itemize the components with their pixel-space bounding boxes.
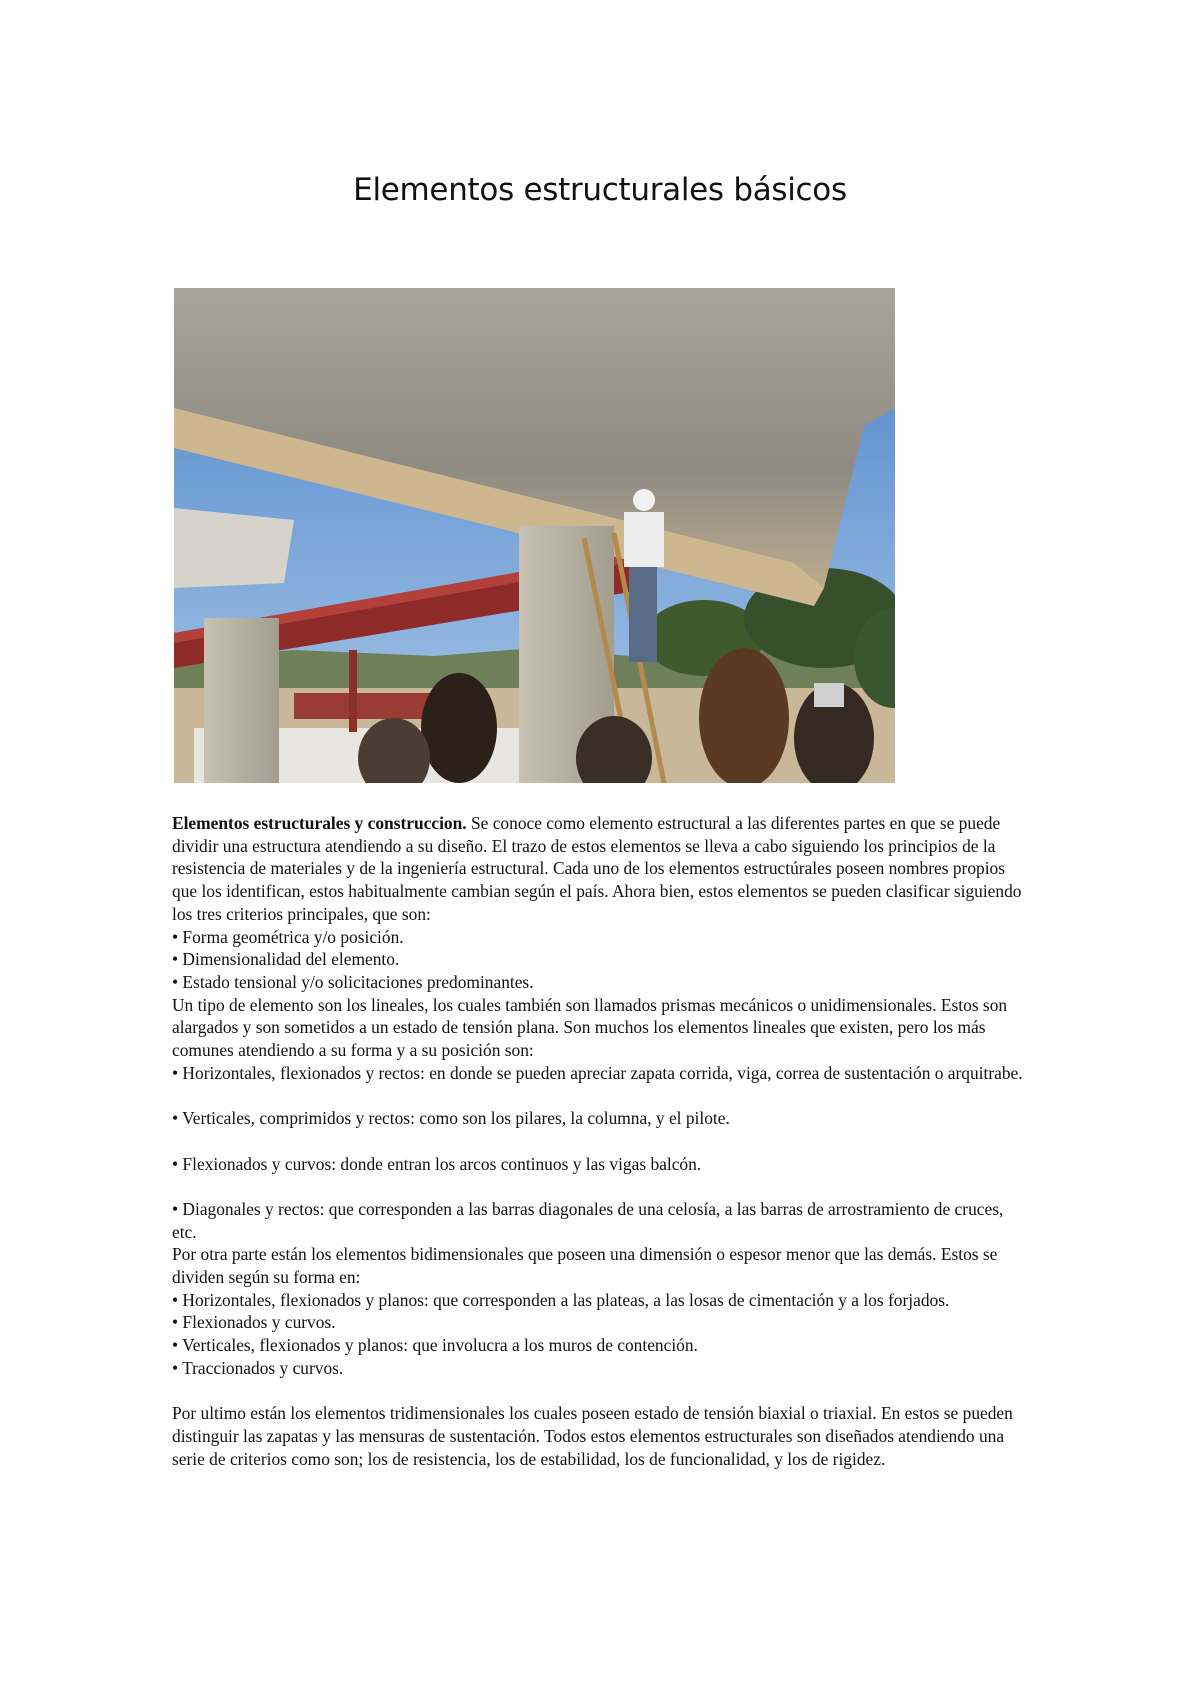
bidim-intro: Por otra parte están los elementos bidimensionales que poseen una dimensión o espesor menor que las demás. Estos se dividen según su forma en: bbox=[172, 1244, 998, 1288]
spacer bbox=[172, 1084, 1032, 1107]
intro-text: Se conoce como elemento estructural a las diferentes partes en que se puede dividir una estructura atendiendo a su diseño. El trazo de estos elementos se lleva a cabo siguiendo los principios de la resistencia de materiales y de la ingeniería estructural. Cada uno de los elementos estructúrales poseen nombres propios que los identifican, estos habitualmente cambian según el país. Ahora bien, estos elementos se pueden clasificar siguiendo los tres criterios principales, que son: bbox=[172, 813, 1022, 924]
bidim-item: • Traccionados y curvos. bbox=[172, 1357, 344, 1378]
spacer bbox=[172, 1130, 1032, 1153]
closing-paragraph: Por ultimo están los elementos tridimensionales los cuales poseen estado de tensión biaxial o triaxial. En estos se pueden distinguir las zapatas y las mensuras de sustentación. Todos estos elementos estructurales son diseñados atendiendo una serie de criterios como son; los de resistencia, los de estabilidad, los de funcionalidad, y los de rigidez. bbox=[172, 1403, 1013, 1469]
bidim-item: • Flexionados y curvos. bbox=[172, 1312, 336, 1333]
body-text bbox=[172, 812, 1032, 1470]
criteria-item: • Estado tensional y/o solicitaciones predominantes. bbox=[172, 971, 534, 992]
criteria-item: • Dimensionalidad del elemento. bbox=[172, 949, 400, 970]
bidim-item: • Horizontales, flexionados y planos: que corresponden a las plateas, a las losas de cimentación y a los forjados. bbox=[172, 1289, 950, 1310]
intro-lead: Elementos estructurales y construccion. bbox=[172, 813, 467, 833]
linear-item: • Diagonales y rectos: que corresponden a las barras diagonales de una celosía, a las barras de arrostramiento de cruces, etc. bbox=[172, 1198, 1004, 1242]
linear-intro: Un tipo de elemento son los lineales, los cuales también son llamados prismas mecánicos o unidimensionales. Estos son alargados y son sometidos a un estado de tensión plana. Son muchos los elementos lineales que existen, pero los más comunes atendiendo a su forma y a su posición son: bbox=[172, 994, 1008, 1061]
construction-photo bbox=[174, 288, 895, 783]
spacer bbox=[172, 1380, 1032, 1403]
linear-item: • Flexionados y curvos: donde entran los arcos continuos y las vigas balcón. bbox=[172, 1153, 702, 1174]
page-title: Elementos estructurales básicos bbox=[353, 172, 847, 208]
linear-item: • Horizontales, flexionados y rectos: en donde se pueden apreciar zapata corrida, viga, correa de sustentación o arquitrabe. bbox=[172, 1062, 1023, 1083]
spacer bbox=[172, 1175, 1032, 1198]
criteria-item: • Forma geométrica y/o posición. bbox=[172, 926, 404, 947]
linear-item: • Verticales, comprimidos y rectos: como son los pilares, la columna, y el pilote. bbox=[172, 1108, 730, 1129]
intro-paragraph bbox=[172, 812, 1032, 926]
bidim-item: • Verticales, flexionados y planos: que involucra a los muros de contención. bbox=[172, 1335, 698, 1356]
